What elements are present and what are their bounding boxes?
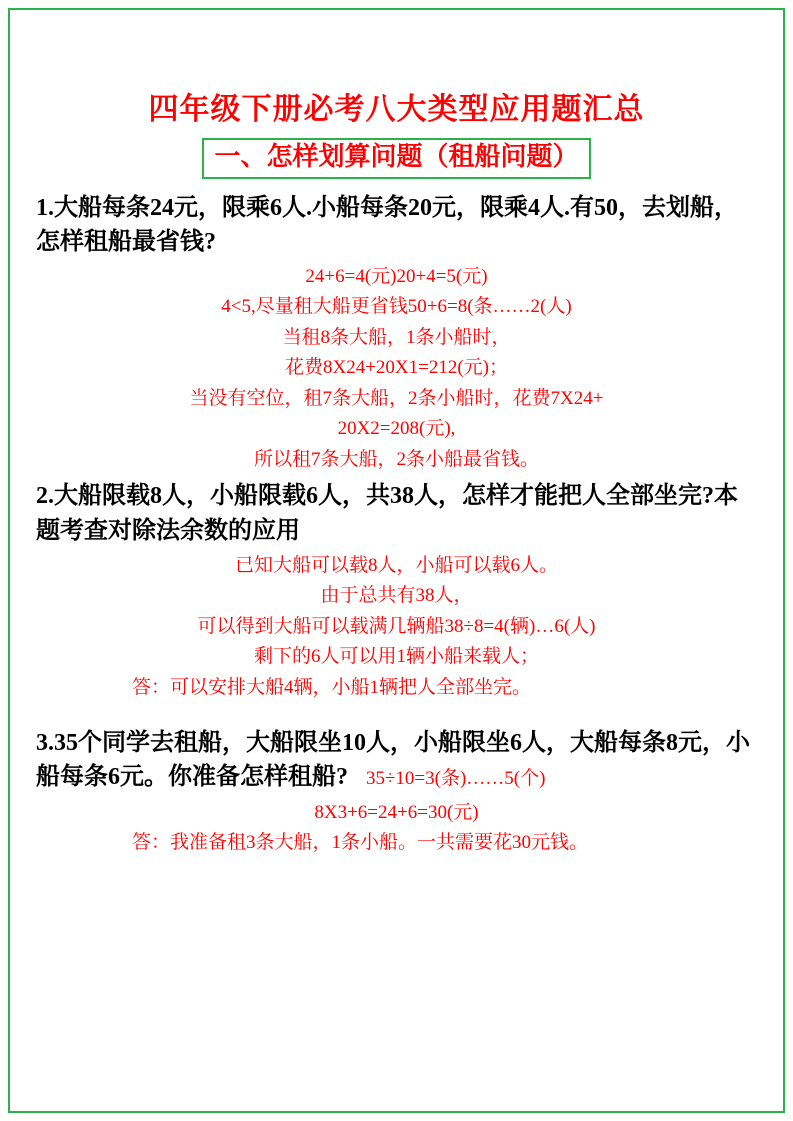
problem-2-answer-line: 答：可以安排大船4辆，小船1辆把人全部坐完。 [132, 676, 532, 698]
problem-1-answer-line: 4<5,尽量租大船更省钱50+6=8(条……2(人) [221, 296, 572, 318]
problem-1-answer-line: 花费8X24+20X1=212(元)； [284, 357, 509, 379]
problem-2-question: 2.大船限载8人，小船限载6人，共38人，怎样才能把人全部坐完?本题考查对除法余数的应用 [36, 483, 738, 544]
problem-3-answer-line: 答：我准备租3条大船，1条小船。一共需要花30元钱。 [132, 832, 589, 854]
section-heading-container [36, 138, 757, 179]
problem-1-answer-line: 当租8条大船，1条小船时， [282, 326, 511, 348]
section-heading: 一、怎样划算问题（租船问题） [202, 138, 590, 179]
problem-3-answer-line: 8X3+6=24+6=30(元) [314, 801, 479, 823]
page-title: 四年级下册必考八大类型应用题汇总 [148, 93, 645, 126]
spacer [36, 704, 757, 720]
problem-1-answer-line: 24+6=4(元)20+4=5(元) [305, 265, 488, 287]
problem-2-answer-line: 可以得到大船可以载满几辆船38÷8=4(辆)…6(人) [197, 615, 596, 637]
document-content [36, 36, 757, 860]
problem-3-question-text: 3.35个同学去租船，大船限坐10人，小船限坐6人，大船每条8元，小船每条6元。你准备怎样租船? [36, 730, 750, 791]
problem-1-answer-line: 所以租7条大船，2条小船最省钱。 [253, 448, 539, 470]
problem-1-answer-line: 当没有空位，租7条大船，2条小船时，花费7X24+ [189, 387, 604, 409]
problem-2-answer-line: 由于总共有38人， [320, 585, 473, 607]
problem-2-answer-line: 剩下的6人可以用1辆小船来载人； [253, 646, 539, 668]
problem-2-answer-line: 已知大船可以载8人，小船可以载6人。 [234, 554, 558, 576]
problem-3-question [36, 726, 757, 794]
problem-3-inline-answer: 35÷10=3(条)……5(个) [366, 768, 546, 790]
problem-1-answer-line: 20X2=208(元), [337, 418, 456, 440]
problem-1-question: 1.大船每条24元，限乘6人.小船每条20元，限乘4人.有50，去划船，怎样租船最省钱? [36, 194, 738, 255]
